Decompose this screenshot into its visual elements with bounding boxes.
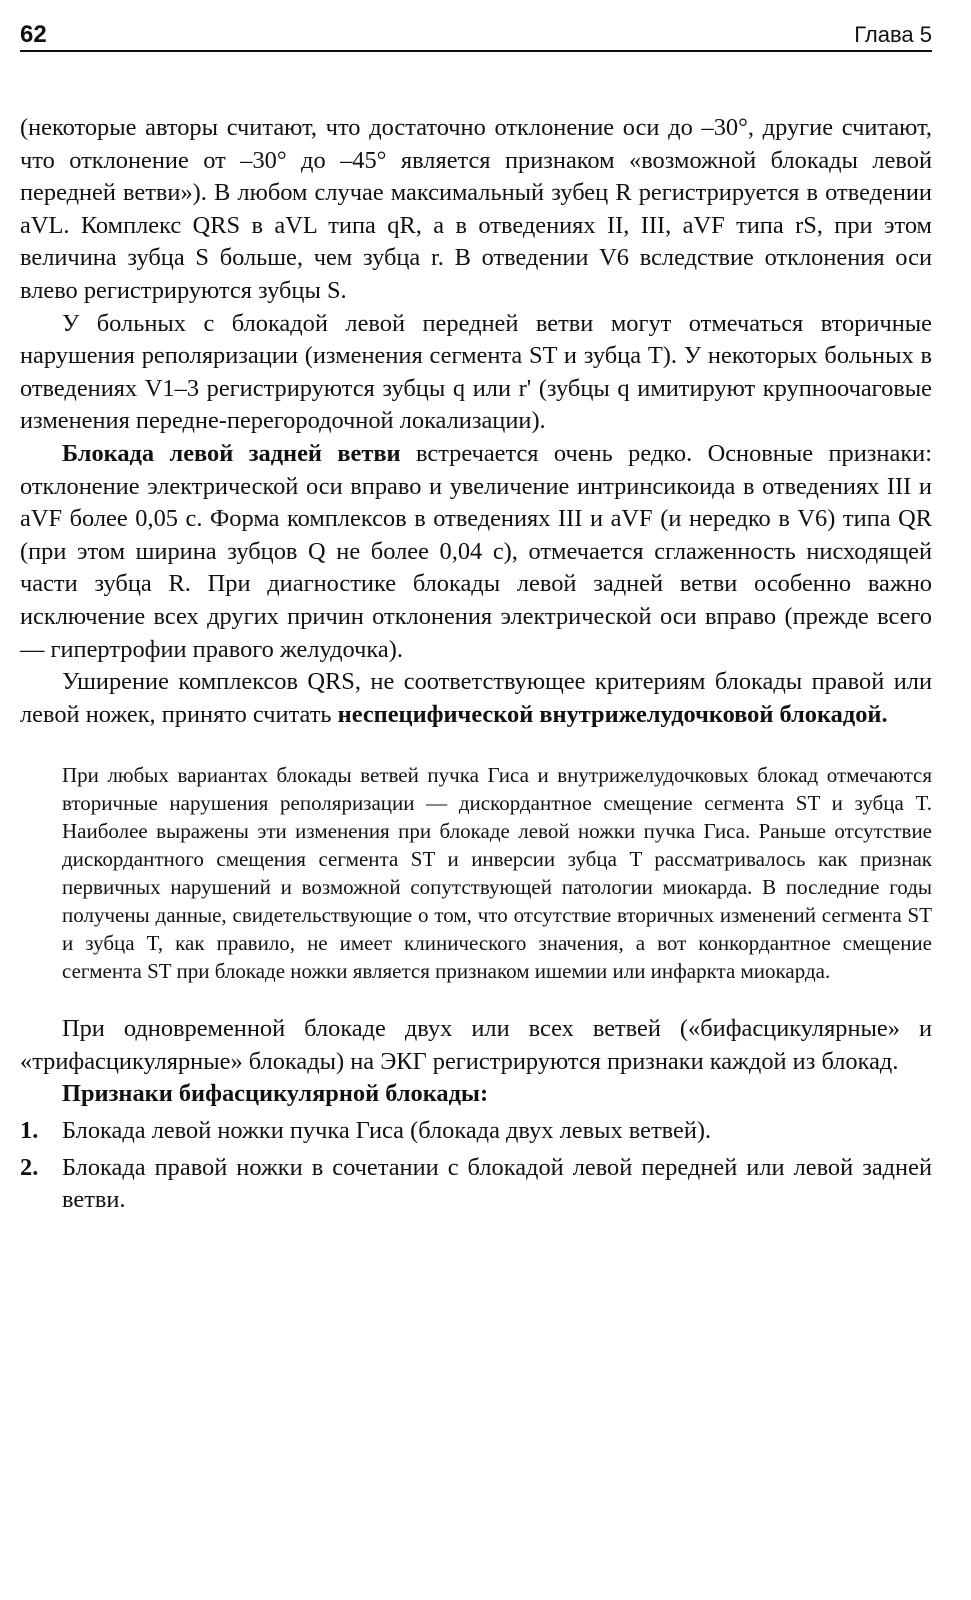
paragraph-4-text: Уширение комплексов QRS, не соответствующее критериям блокады правой или левой ножек, принято считать xyxy=(20,668,932,728)
page-header xyxy=(20,16,932,52)
paragraph-1: (некоторые авторы считают, что достаточно отклонение оси до –30°, другие считают, что отклонение от –30° до –45° является признаком «возможной блокады левой передней ветви»). В любом случае максимальный зубец R регистрируется в отведении aVL. Комплекс QRS в aVL типа qR, а в отведениях II, III, aVF типа rS, при этом величина зубца S больше, чем зубца r. В отведении V6 вследствие отклонения оси влево регистрируются зубцы S. xyxy=(20,114,932,304)
list-item-number: 2. xyxy=(20,1153,39,1181)
page-body xyxy=(20,112,932,1217)
note-block xyxy=(62,761,932,985)
paragraph-3 xyxy=(20,438,932,666)
list-item-text: Блокада левой ножки пучка Гиса (блокада двух левых ветвей). xyxy=(62,1117,712,1145)
chapter-title: Глава 5 xyxy=(854,22,932,47)
list-item-text: Блокада правой ножки в сочетании с блокадой левой передней или левой задней ветви. xyxy=(62,1153,932,1214)
book-page xyxy=(20,16,932,1221)
note-text: При любых вариантах блокады ветвей пучка Гиса и внутрижелудочковых блокад отмечаются вторичные нарушения реполяризации — дискордантное смещение сегмента ST и зубца T. Наиболее выражены эти изменения при блокаде левой ножки пучка Гиса. Раньше отсутствие дискордантного смещения сегмента ST и инверсии зубца T рассматривалось как признак первичных нарушений и возможной сопутствующей патологии миокарда. В последние годы получены данные, свидетельствующие о том, что отсутствие вторичных изменений сегмента ST и зубца T, как правило, не имеет клинического значения, а вот конкордантное смещение сегмента ST при блокаде ножки является признаком ишемии или инфаркта миокарда. xyxy=(62,763,932,984)
criteria-list xyxy=(20,1115,932,1217)
paragraph-2: У больных с блокадой левой передней ветви могут отмечаться вторичные нарушения реполяризации (изменения сегмента ST и зубца T). У некоторых больных в отведениях V1–3 регистрируются зубцы q или r' (зубцы q имитируют крупноочаговые изменения передне-перегородочной локализации). xyxy=(20,309,932,435)
paragraph-3-text: встречается очень редко. Основные признаки: отклонение электрической оси вправо и увеличение интринсикоида в отведениях III и aVF более 0,05 с. Форма комплексов в отведениях III и aVF (и нередко в V6) типа QR (при этом ширина зубцов Q не более 0,04 с), отмечается сглаженность нисходящей части зубца R. При диагностике блокады левой задней ветви особенно важно исключение всех других причин отклонения электрической оси вправо (прежде всего — гипертрофии правого желудочка). xyxy=(20,439,932,663)
paragraph-4 xyxy=(20,666,932,731)
list-item xyxy=(20,1152,932,1217)
list-item-number: 1. xyxy=(20,1117,39,1145)
term-left-posterior-block: Блокада левой задней ветви xyxy=(62,439,401,467)
paragraph-5: При одновременной блокаде двух или всех ветвей («бифасцикулярные» и «трифасцикулярные» блокады) на ЭКГ регистрируются признаки каждой из блокад. xyxy=(20,1015,932,1075)
page-number: 62 xyxy=(20,21,47,48)
list-heading: Признаки бифасцикулярной блокады: xyxy=(62,1080,489,1108)
term-nonspecific-block: неспецифической внутрижелудочковой блокадой. xyxy=(337,700,888,728)
list-item xyxy=(20,1115,932,1148)
